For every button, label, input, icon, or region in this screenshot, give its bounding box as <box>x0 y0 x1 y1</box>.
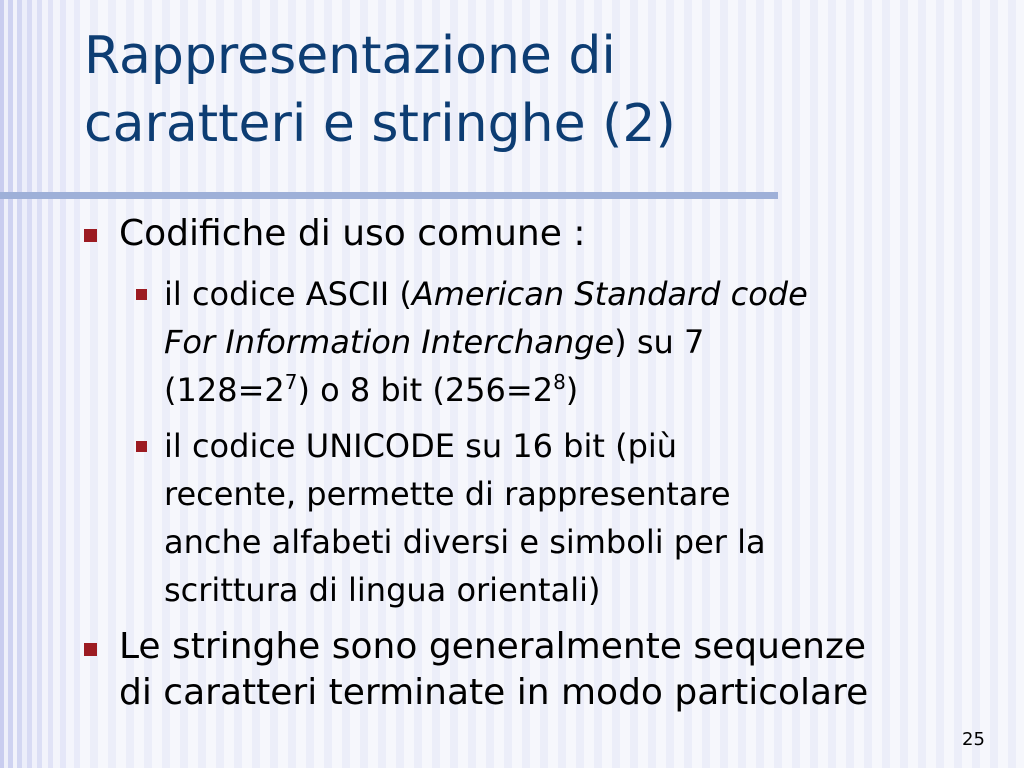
bullet-square-icon <box>136 289 147 300</box>
unicode-line-1: il codice UNICODE su 16 bit (più <box>164 427 678 465</box>
ascii-text: il codice ASCII ( <box>164 275 412 313</box>
ascii-expansion-1: American Standard code <box>411 275 808 313</box>
stringhe-line-1: Le stringhe sono generalmente sequenze <box>119 626 866 667</box>
ascii-bits-text: ) su 7 <box>614 323 705 361</box>
ascii-expansion-2: For Information Interchange <box>164 323 615 361</box>
bullet-stringhe <box>119 624 1009 716</box>
bullet-square-icon <box>136 441 147 452</box>
ascii-values-b: ) o 8 bit (256=2 <box>297 371 554 409</box>
unicode-line-3: anche alfabeti diversi e simboli per la <box>164 523 766 561</box>
bullet-ascii <box>164 270 994 414</box>
exponent-8: 8 <box>553 370 566 394</box>
unicode-line-4: scrittura di lingua orientali) <box>164 571 601 609</box>
bullet-square-icon <box>84 643 97 656</box>
title-line-2: caratteri e stringhe (2) <box>84 94 676 154</box>
stringhe-line-2: di caratteri terminate in modo particolare <box>119 672 869 713</box>
ascii-values-c: ) <box>565 371 579 409</box>
slide-title <box>84 22 844 158</box>
bullet-unicode <box>164 422 994 614</box>
ascii-values-a: (128=2 <box>164 371 285 409</box>
title-line-1: Rappresentazione di <box>84 26 616 86</box>
title-divider <box>0 192 778 199</box>
slide-number: 25 <box>962 729 985 750</box>
unicode-line-2: recente, permette di rappresentare <box>164 475 731 513</box>
exponent-7: 7 <box>284 370 298 394</box>
bullet-codifiche: Codifiche di uso comune : <box>119 213 586 254</box>
bullet-square-icon <box>84 229 97 242</box>
